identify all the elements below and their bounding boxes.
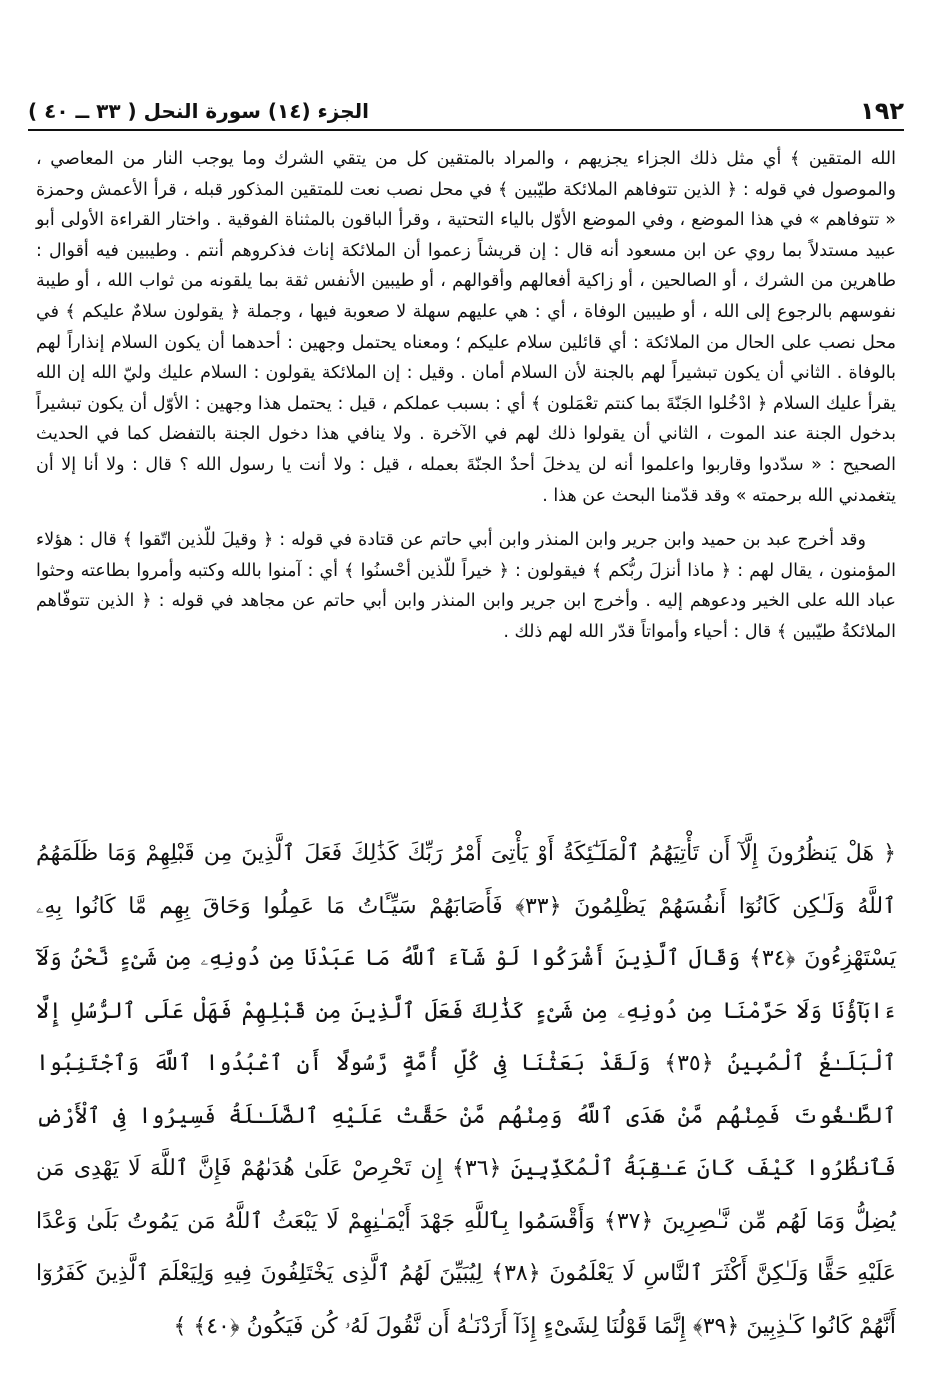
running-title: الجزء (١٤) سورة النحل ( ٣٣ ــ ٤٠ )	[28, 99, 370, 123]
verses-text: ﴿ هَلْ يَنظُرُونَ إِلَّآ أَن تَأْتِيَهُمُ ٱلْمَلَـٰٓئِكَةُ أَوْ يَأْتِىَ أَمْرُ رَبِّكَ كَذَٰلِكَ فَعَلَ ٱلَّذِينَ مِن قَبْلِهِمْ وَمَا ظَلَمَهُمُ ٱللَّهُ وَلَـٰكِن كَانُوٓا أَنفُسَهُمْ يَظْلِمُونَ ﴿٣٣﴾ فَأَصَابَهُمْ سَيِّـَٔاتُ مَا عَمِلُوا وَحَاقَ بِهِم مَّا كَانُوا بِهِۦ يَسْتَهْزِءُونَ ﴿٣٤﴾ وَقَالَ ٱلَّذِينَ أَشْرَكُوا لَوْ شَآءَ ٱللَّهُ مَا عَبَدْنَا مِن دُونِهِۦ مِن شَىْءٍ نَّحْنُ وَلَآ ءَابَآؤُنَا وَلَا حَرَّمْنَا مِن دُونِهِۦ مِن شَىْءٍ كَذَٰلِكَ فَعَلَ ٱلَّذِينَ مِن قَبْلِهِمْ فَهَلْ عَلَى ٱلرُّسُلِ إِلَّا ٱلْبَلَـٰغُ ٱلْمُبِينُ ﴿٣٥﴾ وَلَقَدْ بَعَثْنَا فِى كُلِّ أُمَّةٍ رَّسُولًا أَنِ ٱعْبُدُوا ٱللَّهَ وَٱجْتَنِبُوا ٱلطَّـٰغُوتَ فَمِنْهُم مَّنْ هَدَى ٱللَّهُ وَمِنْهُم مَّنْ حَقَّتْ عَلَيْهِ ٱلضَّلَـٰلَةُ فَسِيرُوا فِى ٱلْأَرْضِ فَٱنظُرُوا كَيْفَ كَانَ عَـٰقِبَةُ ٱلْمُكَذِّبِينَ ﴿٣٦﴾ إِن تَحْرِصْ عَلَىٰ هُدَىٰهُمْ فَإِنَّ ٱللَّهَ لَا يَهْدِى مَن يُضِلُّ وَمَا لَهُم مِّن نَّـٰصِرِينَ ﴿٣٧﴾ وَأَقْسَمُوا بِٱللَّهِ جَهْدَ أَيْمَـٰنِهِمْ لَا يَبْعَثُ ٱللَّهُ مَن يَمُوتُ بَلَىٰ وَعْدًا عَلَيْهِ حَقًّا وَلَـٰكِنَّ أَكْثَرَ ٱلنَّاسِ لَا يَعْلَمُونَ ﴿٣٨﴾ لِيُبَيِّنَ لَهُمُ ٱلَّذِى يَخْتَلِفُونَ فِيهِ وَلِيَعْلَمَ ٱلَّذِينَ كَفَرُوٓا أَنَّهُمْ كَانُوا كَـٰذِبِينَ ﴿٣٩﴾ إِنَّمَا قَوْلُنَا لِشَىْءٍ إِذَآ أَرَدْنَـٰهُ أَن نَّقُولَ لَهُۥ كُن فَيَكُونُ ﴿٤٠﴾ ﴾	[36, 841, 897, 1339]
commentary-paragraph-1: الله المتقين ﴾ أي مثل ذلك الجزاء يجزيهم ، والمراد بالمتقين كل من يتقي الشرك وما يوجب النار من المعاصي ، والموصول في قوله : ﴿ الذين تتوفاهم الملائكة طيّبين ﴾ في محل نصب نعت للمتقين المذكور قبله ، قرأ الأعمش وحمزة « تتوفاهم » في هذا الموضع ، وفي الموضع الأوّل بالياء التحتية ، وقرأ الباقون بالمثناة الفوقية . واختار القراءة الأولى أبو عبيد مستدلاً بما روي عن ابن مسعود أنه قال : إن قريشاً زعموا أن الملائكة إناث فذكروهم أنتم . وطيبين فيه أقوال : طاهرين من الشرك ، أو الصالحين ، أو زاكية أفعالهم وأقوالهم ، أو طيبين الأنفس ثقة بما يلقونه من ثواب الله ، أو طيبة نفوسهم بالرجوع إلى الله ، أو طيبين الوفاة ، أي : هي عليهم سهلة لا صعوبة فيها ، وجملة ﴿ يقولون سلامٌ عليكم ﴾ في محل نصب على الحال من الملائكة : أي قائلين سلام عليكم ؛ ومعناه يحتمل وجهين : أحدهما أن يكون السلام إنذاراً لهم بالوفاة . الثاني أن يكون تبشيراً لهم بالجنة لأن السلام أمان . وقيل : إن الملائكة يقولون : السلام عليك وليّ الله إن الله يقرأ عليك السلام ﴿ ادْخُلوا الجَنّةَ بما كنتم تعْمَلون ﴾ أي : بسبب عملكم ، قيل : يحتمل هذا وجهين : الأوّل أن يكون تبشيراً بدخول الجنة عند الموت ، الثاني أن يقولوا ذلك لهم في الآخرة . ولا ينافي هذا دخول الجنة بالتفضل كما في الحديث الصحيح : « سدّدوا وقاربوا واعلموا أنه لن يدخلَ أحدٌ الجنّةَ بعمله ، قيل : ولا أنت يا رسول الله ؟ قال : ولا أنا إلا أن يتغمدني الله برحمته » وقد قدّمنا البحث عن هذا .	[36, 149, 896, 506]
commentary-paragraph-2: وقد أخرج عبد بن حميد وابن جرير وابن المنذر وابن أبي حاتم عن قتادة في قوله : ﴿ وقيلَ للّذين اتّقوا ﴾ قال : هؤلاء المؤمنون ، يقال لهم : ﴿ ماذا أنزلَ ربُّكم ﴾ فيقولون : ﴿ خيراً للّذين أحْسنُوا ﴾ أي : آمنوا بالله وكتبه وأمروا بطاعته وحثوا عباد الله على الخير ودعوهم إليه . وأخرج ابن جرير وابن المنذر وابن أبي حاتم عن مجاهد في قوله : ﴿ الذين تتوفّاهم الملائكةُ طيّبين ﴾ قال : أحياء وأمواتاً قدّر الله لهم ذلك .	[36, 530, 896, 642]
page-header	[28, 95, 904, 131]
page-number: ١٩٢	[860, 97, 904, 125]
commentary-text	[36, 144, 896, 648]
quran-verses	[36, 828, 896, 1353]
